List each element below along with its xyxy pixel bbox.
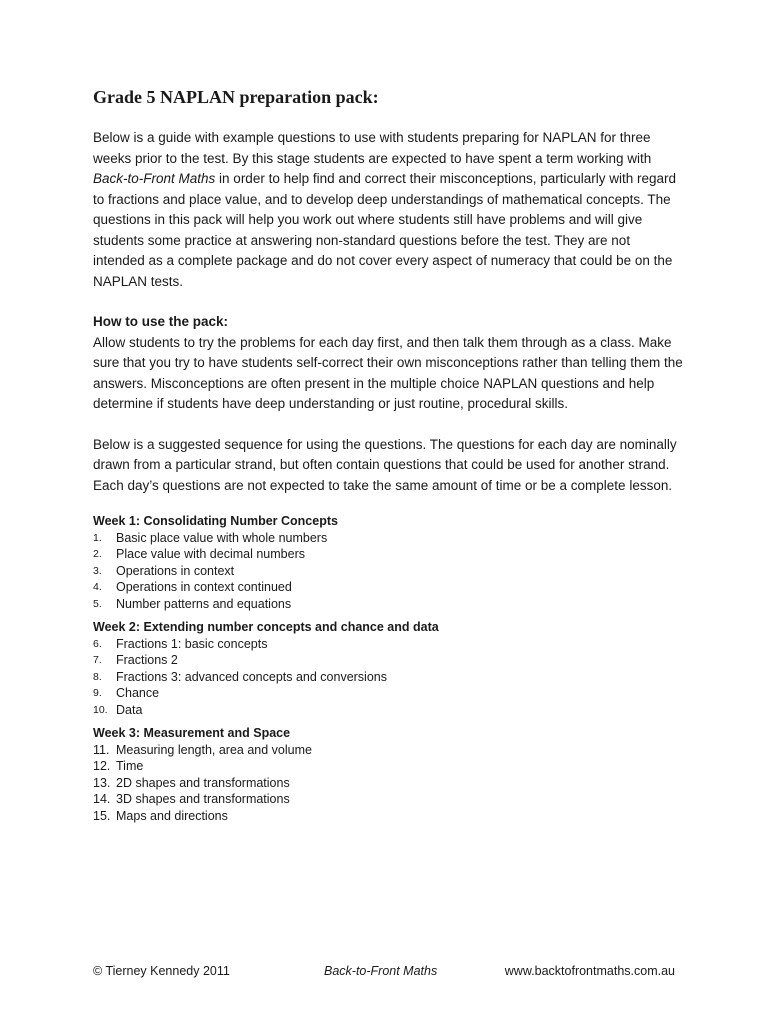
item-label: Chance <box>116 686 160 701</box>
intro-brand-italic: Back-to-Front Maths <box>93 171 216 186</box>
item-number: 14. <box>93 792 111 807</box>
list-item <box>93 546 683 562</box>
item-label: Data <box>116 702 143 717</box>
item-number: 2. <box>93 548 102 561</box>
item-number: 3. <box>93 564 102 577</box>
list-item <box>93 669 683 685</box>
page-title: Grade 5 NAPLAN preparation pack: <box>93 87 379 107</box>
item-label: Operations in context continued <box>116 580 292 595</box>
item-number: 1. <box>93 532 102 544</box>
sequence-paragraph: Below is a suggested sequence for using the questions. The questions for each day are nominally drawn from a particular strand, but often contain questions that could be used for another strand. Each day’s questions are not expected to take the same amount of time or be a complete lesson. <box>93 436 677 493</box>
item-label: 2D shapes and transformations <box>116 775 290 790</box>
item-number: 13. <box>93 775 111 790</box>
item-number: 12. <box>93 759 111 774</box>
item-label: Place value with decimal numbers <box>116 547 305 562</box>
week-3-list <box>93 742 683 824</box>
list-item <box>93 758 683 774</box>
item-label: Maps and directions <box>116 808 228 823</box>
item-label: Basic place value with whole numbers <box>116 531 328 545</box>
item-number: 7. <box>93 654 102 667</box>
item-number: 11. <box>93 743 110 758</box>
how-to-paragraph: Allow students to try the problems for each day first, and then talk them through as a class. Make sure that you try to have students self-correct their own misconceptions rather than telling them the answers. Misconceptions are often present in the multiple choice NAPLAN questions and help determine if students have deep understanding or just routine, procedural skills. <box>93 334 683 411</box>
list-item <box>93 636 683 652</box>
list-item <box>93 579 683 595</box>
item-number: 6. <box>93 638 102 651</box>
item-label: 3D shapes and transformations <box>116 792 290 807</box>
item-label: Time <box>116 759 144 774</box>
list-item <box>93 702 683 718</box>
list-item <box>93 791 683 807</box>
week-3-heading: Week 3: Measurement and Space <box>93 726 291 741</box>
footer-url: www.backtofrontmaths.com.au <box>504 964 675 978</box>
item-number: 15. <box>93 808 111 823</box>
document-page <box>93 84 683 830</box>
list-item <box>93 563 683 579</box>
item-number: 10. <box>93 703 108 716</box>
list-item <box>93 530 683 546</box>
list-item <box>93 808 683 824</box>
item-label: Fractions 2 <box>116 653 178 668</box>
week-2-list <box>93 636 683 718</box>
how-to-heading: How to use the pack: <box>93 314 229 329</box>
list-item <box>93 685 683 701</box>
intro-text-start: Below is a guide with example questions to use with students preparing for NAPLAN for three weeks prior to the test. By this stage students are expected to have spent a term working with <box>93 130 652 166</box>
item-label: Fractions 3: advanced concepts and conversions <box>116 669 387 684</box>
item-label: Measuring length, area and volume <box>116 743 312 758</box>
week-1-list <box>93 530 683 612</box>
footer-copyright: © Tierney Kennedy 2011 <box>93 964 230 978</box>
item-label: Operations in context <box>116 563 235 578</box>
intro-text-end: in order to help find and correct their misconceptions, particularly with regard to fractions and place value, and to develop deep understandings of mathematical concepts. The questions in this pack will help you work out where students still have problems and will give students some practice at answering non-standard questions before the test. They are not intended as a complete package and do not cover every aspect of numeracy that could be on the NAPLAN tests. <box>93 171 677 289</box>
list-item <box>93 742 683 758</box>
item-label: Number patterns and equations <box>116 596 292 611</box>
list-item <box>93 596 683 612</box>
footer-brand: Back-to-Front Maths <box>324 964 438 978</box>
list-item <box>93 652 683 668</box>
list-item <box>93 775 683 791</box>
intro-paragraph <box>93 128 683 292</box>
item-number: 5. <box>93 597 102 610</box>
week-2-heading: Week 2: Extending number concepts and chance and data <box>93 620 439 635</box>
item-number: 4. <box>93 581 102 594</box>
item-number: 9. <box>93 687 102 700</box>
item-number: 8. <box>93 670 102 683</box>
week-1-heading: Week 1: Consolidating Number Concepts <box>93 514 338 528</box>
item-label: Fractions 1: basic concepts <box>116 637 268 652</box>
